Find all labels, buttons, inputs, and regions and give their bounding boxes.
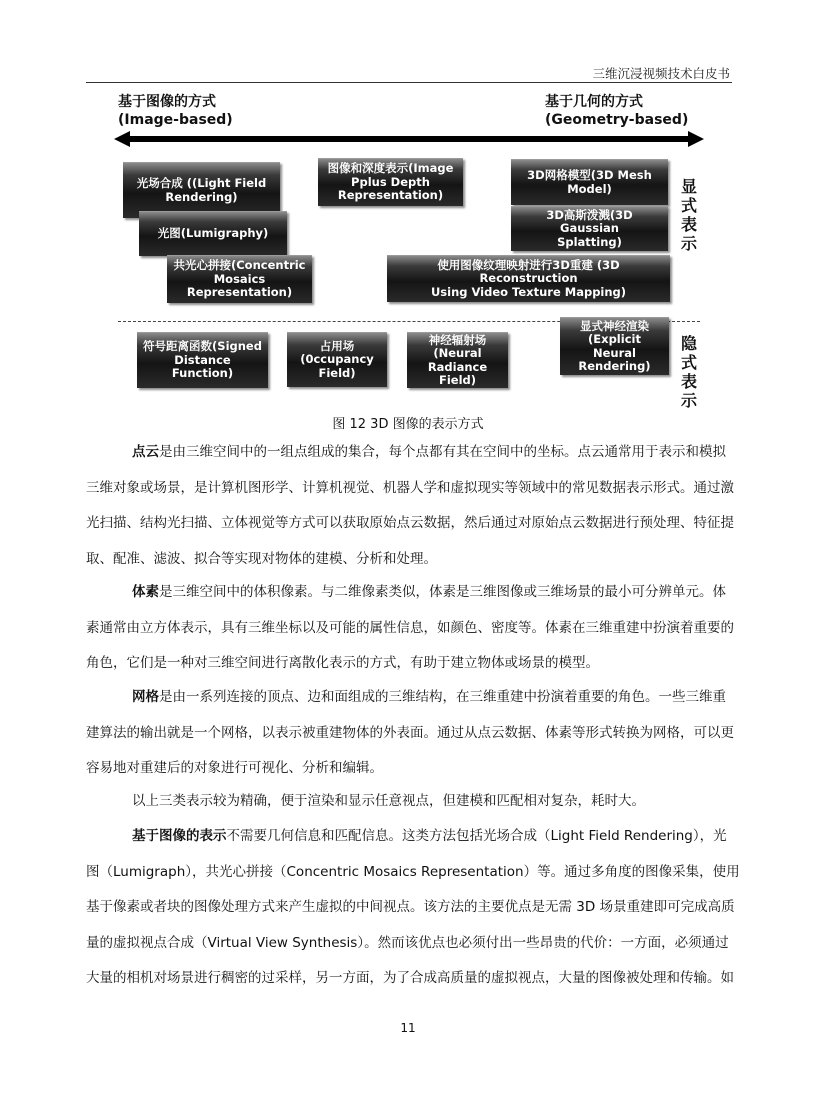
term-image-based-representation: 基于图像的表示 — [132, 828, 227, 844]
box-3d-gaussian-splatting: 3D高斯泼溅(3D Gaussian Splatting) — [511, 206, 668, 251]
explicit-representation-label: 显 式 表 示 — [680, 177, 697, 253]
paragraph-summary: 以上三类表示较为精确，便于渲染和显示任意视点，但建模和匹配相对复杂，耗时大。 — [132, 793, 645, 809]
running-header-title: 三维沉浸视频技术白皮书 — [592, 66, 730, 81]
page-number: 11 — [400, 1021, 416, 1035]
geometry-based-label — [545, 93, 688, 129]
paragraph-image-based: 基于图像的表示不需要几何信息和匹配信息。这类方法包括光场合成（Light Field Rendering），光 图（Lumigraph），共光心拼接（Concentric Mosaics Representation）等。通过多角度的图像采集，使用 基于像素或者块的图像处理方式来产生虚拟的中间视点。该方法的主要优点是无需 3D 场景重建即可完成高质 量的虚拟视点合成（Virtual View Synthesis）。然而该优点也必须付出一些昂贵的代价：一方面，必须通过 大量的相机对场景进行稠密的过采样，另一方面，为了合成高质量的虚拟视点，大量的图像被处理和传输。如 — [86, 828, 740, 986]
box-explicit-neural-rendering: 显式神经渲染 (Explicit Neural Rendering) — [560, 317, 669, 375]
implicit-representation-label: 隐 式 表 示 — [680, 334, 697, 410]
double-arrow — [114, 130, 704, 148]
image-based-label-en: (Image-based) — [118, 112, 233, 128]
box-video-texture-reconstruction: 使用图像纹理映射进行3D重建 (3D Reconstruction Using Video Texture Mapping) — [387, 255, 670, 302]
geometry-based-label-zh: 基于几何的方式 — [545, 94, 643, 110]
box-occupancy-field: 占用场 (0ccupancy Field) — [287, 332, 387, 387]
term-point-cloud: 点云 — [132, 444, 159, 460]
paragraph-voxel: 体素是三维空间中的体积像素。与二维像素类似，体素是三维图像或三维场景的最小可分辨单元。体 素通常由立方体表示，具有三维坐标以及可能的属性信息，如颜色、密度等。体素在三维重建中扮演着重要的 角色，它们是一种对三维空间进行离散化表示的方式，有助于建立物体或场景的模型。 — [86, 584, 734, 671]
box-concentric-mosaics: 共光心拼接(Concentric Mosaics Representation) — [167, 255, 312, 303]
paragraph-point-cloud: 点云是由三维空间中的一组点组成的集合，每个点都有其在空间中的坐标。点云通常用于表示和模拟 三维对象或场景，是计算机图形学、计算机视觉、机器人学和虚拟现实等领域中的常见数据表示形式。通过激 光扫描、结构光扫描、立体视觉等方式可以获取原始点云数据，然后通过对原始点云数据进行预处理、特征提 取、配准、滤波、拟合等实现对物体的建模、分析和处理。 — [86, 444, 734, 567]
box-light-field-rendering: 光场合成 ((Light Field Rendering) — [123, 162, 280, 218]
image-based-label — [118, 93, 233, 129]
term-voxel: 体素 — [132, 584, 159, 600]
box-neural-radiance-field: 神经辐射场 (Neural Radiance Field) — [407, 332, 508, 388]
figure-3d-representations — [0, 0, 816, 430]
term-mesh: 网格 — [132, 689, 159, 705]
geometry-based-label-en: (Geometry-based) — [545, 112, 689, 128]
image-based-label-zh: 基于图像的方式 — [118, 94, 216, 110]
box-3d-mesh-model: 3D网格模型(3D Mesh Model) — [511, 159, 668, 205]
box-lumigraph: 光图(Lumigraphy) — [139, 211, 287, 256]
box-signed-distance-function: 符号距离函数(Signed Distance Function) — [137, 332, 268, 388]
figure-caption: 图 12 3D 图像的表示方式 — [332, 417, 484, 432]
box-image-plus-depth: 图像和深度表示(Image Pplus Depth Representation) — [318, 158, 463, 206]
paragraph-mesh: 网格是由一系列连接的顶点、边和面组成的三维结构，在三维重建中扮演着重要的角色。一些三维重 建算法的输出就是一个网格，以表示被重建物体的外表面。通过从点云数据、体素等形式转换为网格，可以更 容易地对重建后的对象进行可视化、分析和编辑。 — [86, 689, 734, 776]
